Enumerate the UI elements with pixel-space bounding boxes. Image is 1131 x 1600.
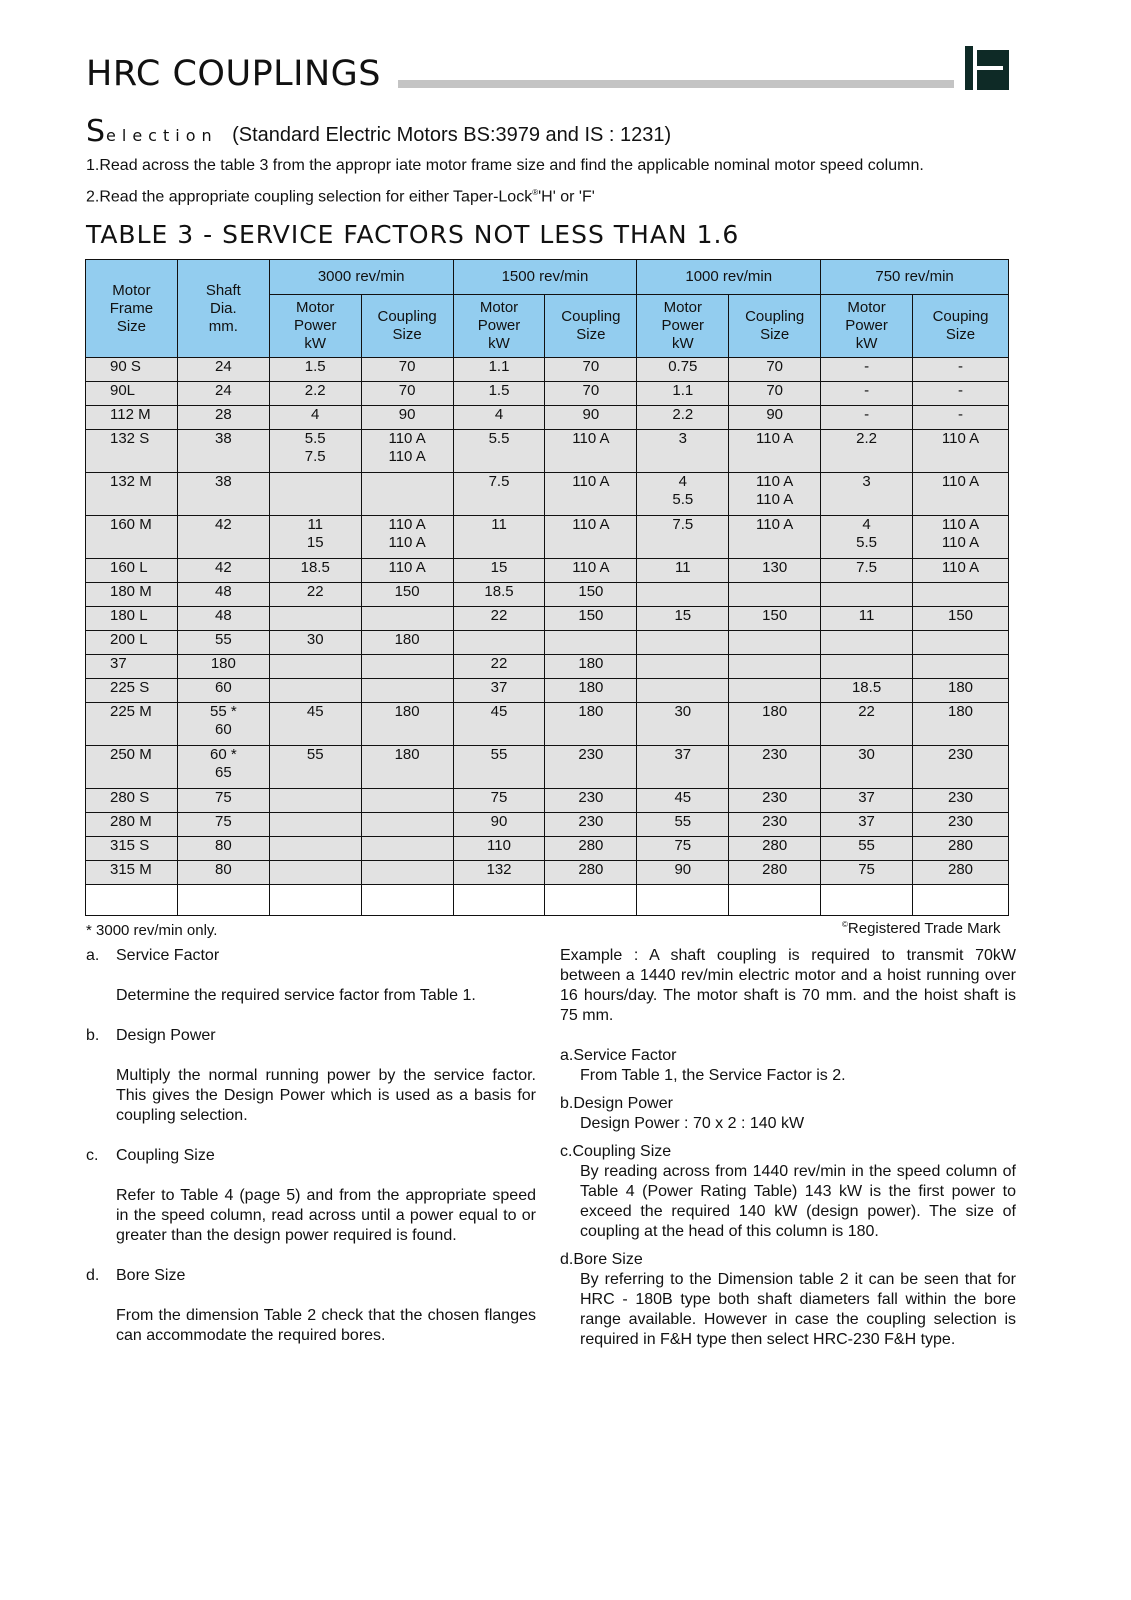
table-cell: 110 A [913, 430, 1009, 473]
table-title: TABLE 3 - SERVICE FACTORS NOT LESS THAN 1.6 [86, 220, 740, 249]
table-cell: 38 [177, 430, 269, 473]
header-speed-1000: 1000 rev/min [637, 260, 821, 295]
table-cell: 315 S [86, 837, 178, 861]
header-speed-750: 750 rev/min [821, 260, 1009, 295]
table-cell [361, 679, 453, 703]
table-cell [729, 655, 821, 679]
table-row [86, 430, 1009, 473]
table-cell: 30 [821, 746, 913, 789]
table-cell: 200 L [86, 631, 178, 655]
table-cell: 132 [453, 861, 545, 885]
table-cell: 132 M [86, 473, 178, 516]
example-step-item: b.Design Power Design Power : 70 x 2 : 140 kW [560, 1095, 805, 1132]
table-cell: 15 [453, 559, 545, 583]
selection-step-item: a. Service Factor Determine the required service factor from Table 1. [86, 947, 476, 1004]
table-cell [269, 655, 361, 679]
table-cell: 110 A [545, 559, 637, 583]
table-cell: 280 [729, 837, 821, 861]
step-2: 2.Read the appropriate coupling selection for either Taper-Lock®'H' or 'F' [86, 188, 595, 206]
step-1: 1.Read across the table 3 from the appropr iate motor frame size and find the applicable nominal motor speed column. [86, 157, 924, 174]
table-cell: 150 [913, 607, 1009, 631]
table-cell: 180 M [86, 583, 178, 607]
table-cell: 75 [177, 789, 269, 813]
table-cell: 110 A [913, 473, 1009, 516]
table-row [86, 861, 1009, 885]
table-cell: - [821, 382, 913, 406]
footnote: * 3000 rev/min only. [86, 922, 218, 939]
table-cell: 1.5 [269, 358, 361, 382]
table-cell: 75 [177, 813, 269, 837]
table-cell: 160 M [86, 516, 178, 559]
table-cell: 7.5 [821, 559, 913, 583]
table-cell [269, 813, 361, 837]
example-column [560, 946, 1016, 1350]
table-cell: 55 [177, 631, 269, 655]
table-cell: 130 [729, 559, 821, 583]
table-cell [637, 655, 729, 679]
selection-heading [86, 114, 671, 149]
header-shaft-dia: Shaft Dia. mm. [177, 260, 269, 358]
company-logo [965, 46, 1009, 90]
table-cell: 22 [269, 583, 361, 607]
table-cell: 90 S [86, 358, 178, 382]
table-cell: 180 [361, 703, 453, 746]
table-cell: 225 S [86, 679, 178, 703]
table-cell: 110 A 110 A [361, 516, 453, 559]
table-cell: - [913, 406, 1009, 430]
table-cell [729, 631, 821, 655]
table-cell: 4 [269, 406, 361, 430]
table-cell: 70 [361, 358, 453, 382]
table-cell: 150 [545, 607, 637, 631]
table-cell: 11 [453, 516, 545, 559]
table-cell: 180 [177, 655, 269, 679]
table-cell: 42 [177, 516, 269, 559]
trademark-note: ©Registered Trade Mark [842, 920, 1001, 937]
table-cell: 110 A 110 A [361, 430, 453, 473]
table-cell: 230 [545, 789, 637, 813]
table-cell: 180 [913, 679, 1009, 703]
table-empty-row [86, 885, 1009, 916]
table-cell [545, 631, 637, 655]
example-step-item: d.Bore Size By referring to the Dimension table 2 it can be seen that for HRC - 180B type both shaft diameters fall within the bore range available. However in case the coupling selection is required in F&H type then select HRC-230 F&H type. [560, 1251, 1016, 1348]
table-cell [361, 813, 453, 837]
table-cell: 150 [545, 583, 637, 607]
table-cell: 55 [637, 813, 729, 837]
table-cell: 150 [729, 607, 821, 631]
table-row [86, 607, 1009, 631]
table-cell: 80 [177, 837, 269, 861]
selection-word: Selection [86, 114, 218, 149]
table-cell [361, 607, 453, 631]
table-cell: 45 [637, 789, 729, 813]
table-cell: 280 M [86, 813, 178, 837]
table-cell: 55 [453, 746, 545, 789]
table-cell [361, 655, 453, 679]
selection-step-item: c. Coupling Size Refer to Table 4 (page 5) and from the appropriate speed in the speed column, read across until a power equal to or greater than the design power required is found. [86, 1147, 536, 1244]
table-row [86, 516, 1009, 559]
table-cell: 4 [453, 406, 545, 430]
table-row [86, 473, 1009, 516]
header-motor-power: Motor Power kW [269, 295, 361, 358]
table-cell: 42 [177, 559, 269, 583]
header-motor-power: Motor Power kW [637, 295, 729, 358]
table-cell: 1.5 [453, 382, 545, 406]
table-cell: 90 [361, 406, 453, 430]
table-cell: 180 [729, 703, 821, 746]
table-cell: 7.5 [453, 473, 545, 516]
table-cell: 230 [729, 746, 821, 789]
table-cell: 110 A 110 A [729, 473, 821, 516]
table-cell [269, 837, 361, 861]
table-cell: 315 M [86, 861, 178, 885]
table-cell: 110 A [545, 516, 637, 559]
table-cell [637, 679, 729, 703]
table-row [86, 746, 1009, 789]
table-cell: 230 [913, 746, 1009, 789]
table-cell: 110 A [361, 559, 453, 583]
table-cell: 2.2 [821, 430, 913, 473]
table-row [86, 655, 1009, 679]
table-cell: 70 [545, 382, 637, 406]
table-cell [269, 861, 361, 885]
header-coupling-size: Coupling Size [545, 295, 637, 358]
table-cell: 110 A [729, 516, 821, 559]
table-cell: 230 [545, 813, 637, 837]
table-cell [269, 607, 361, 631]
table-cell: 230 [913, 789, 1009, 813]
table-cell: 280 [545, 861, 637, 885]
table-cell: 90 [545, 406, 637, 430]
table-cell: 230 [729, 789, 821, 813]
table-cell: 75 [637, 837, 729, 861]
table-row [86, 679, 1009, 703]
table-row [86, 789, 1009, 813]
table-row [86, 559, 1009, 583]
table-cell: 90 [453, 813, 545, 837]
table-cell: 110 [453, 837, 545, 861]
table-cell: 75 [821, 861, 913, 885]
table-cell: 1.1 [637, 382, 729, 406]
table-cell: 48 [177, 583, 269, 607]
header-coupling-size: Couping Size [913, 295, 1009, 358]
table-cell [913, 631, 1009, 655]
table-cell: 28 [177, 406, 269, 430]
table-cell: 3 [821, 473, 913, 516]
table-cell [821, 583, 913, 607]
table-row [86, 358, 1009, 382]
table-cell: 225 M [86, 703, 178, 746]
table-cell: 90 [637, 861, 729, 885]
table-row [86, 813, 1009, 837]
table-cell: 180 [361, 631, 453, 655]
table-row [86, 382, 1009, 406]
table-cell: 30 [269, 631, 361, 655]
table-cell: 2.2 [637, 406, 729, 430]
header-frame-size: Motor Frame Size [86, 260, 178, 358]
table-row [86, 837, 1009, 861]
table-cell: 70 [729, 358, 821, 382]
table-cell: 180 L [86, 607, 178, 631]
table-cell: 18.5 [821, 679, 913, 703]
table-cell: 60 [177, 679, 269, 703]
table-cell: 15 [637, 607, 729, 631]
table-cell: 3 [637, 430, 729, 473]
table-cell: 110 A [729, 430, 821, 473]
table-cell: 180 [913, 703, 1009, 746]
table-cell: 5.5 7.5 [269, 430, 361, 473]
table-cell: 280 [545, 837, 637, 861]
header-speed-1500: 1500 rev/min [453, 260, 637, 295]
table-row [86, 406, 1009, 430]
table-cell: 160 L [86, 559, 178, 583]
table-cell: 150 [361, 583, 453, 607]
table-cell: 280 S [86, 789, 178, 813]
page-title: HRC COUPLINGS [86, 54, 382, 94]
table-cell [913, 655, 1009, 679]
table-cell: 0.75 [637, 358, 729, 382]
table-row [86, 703, 1009, 746]
table-cell: 24 [177, 382, 269, 406]
table-cell: 37 [86, 655, 178, 679]
table-cell [361, 837, 453, 861]
table-cell: 60 * 65 [177, 746, 269, 789]
table-cell: 55 [821, 837, 913, 861]
table-cell [361, 473, 453, 516]
table-cell: 70 [361, 382, 453, 406]
table-cell [821, 655, 913, 679]
table-row [86, 631, 1009, 655]
table-cell: 110 A [913, 559, 1009, 583]
table-cell: 37 [821, 789, 913, 813]
table-cell [269, 473, 361, 516]
service-factor-table [85, 259, 1009, 916]
table-cell: 90L [86, 382, 178, 406]
table-cell: 37 [453, 679, 545, 703]
table-cell: - [913, 358, 1009, 382]
table-cell: 4 5.5 [821, 516, 913, 559]
table-cell [361, 861, 453, 885]
table-cell: 230 [913, 813, 1009, 837]
table-cell: 70 [545, 358, 637, 382]
header-coupling-size: Coupling Size [729, 295, 821, 358]
table-cell: 18.5 [453, 583, 545, 607]
table-cell: 110 A 110 A [913, 516, 1009, 559]
table-cell: 180 [361, 746, 453, 789]
table-cell: 230 [545, 746, 637, 789]
table-cell: 180 [545, 679, 637, 703]
table-cell: 30 [637, 703, 729, 746]
table-cell [361, 789, 453, 813]
table-cell: 280 [913, 837, 1009, 861]
table-cell: 48 [177, 607, 269, 631]
table-cell: 70 [729, 382, 821, 406]
table-cell: 45 [269, 703, 361, 746]
table-cell: 55 [269, 746, 361, 789]
table-cell: 38 [177, 473, 269, 516]
table-cell: 280 [913, 861, 1009, 885]
table-cell: 1.1 [453, 358, 545, 382]
table-cell: 132 S [86, 430, 178, 473]
table-cell [821, 631, 913, 655]
table-cell: 2.2 [269, 382, 361, 406]
selection-step-item: b. Design Power Multiply the normal running power by the service factor. This gives the Design Power which is used as a basis for coupling selection. [86, 1027, 536, 1124]
table-cell: - [821, 358, 913, 382]
table-cell: 250 M [86, 746, 178, 789]
table-cell: 11 15 [269, 516, 361, 559]
example-step-item: a.Service Factor From Table 1, the Service Factor is 2. [560, 1047, 846, 1084]
table-cell: 22 [453, 655, 545, 679]
table-cell: 110 A [545, 473, 637, 516]
table-cell: 22 [453, 607, 545, 631]
table-cell: 45 [453, 703, 545, 746]
table-cell: 24 [177, 358, 269, 382]
table-cell: 5.5 [453, 430, 545, 473]
table-cell: 90 [729, 406, 821, 430]
selection-step-item: d. Bore Size From the dimension Table 2 check that the chosen flanges can accommodate the required bores. [86, 1267, 536, 1344]
example-step-item: c.Coupling Size By reading across from 1440 rev/min in the speed column of Table 4 (Power Rating Table) 143 kW is the first power to exceed the required 140 kW (design power). The size of coupling at the head of this column is 180. [560, 1143, 1016, 1240]
table-cell [269, 679, 361, 703]
table-cell: 280 [729, 861, 821, 885]
selection-steps-column [86, 946, 536, 1346]
table-cell: 55 * 60 [177, 703, 269, 746]
table-cell: 18.5 [269, 559, 361, 583]
table-cell: 112 M [86, 406, 178, 430]
table-cell: 110 A [545, 430, 637, 473]
table-cell: 37 [637, 746, 729, 789]
table-cell: 11 [821, 607, 913, 631]
example-intro: Example : A shaft coupling is required to transmit 70kW between a 1440 rev/min electric motor and a hoist running over 16 hours/day. The motor shaft is 70 mm. and the hoist shaft is 75 mm. [560, 947, 1016, 1024]
table-cell: 180 [545, 703, 637, 746]
table-cell [913, 583, 1009, 607]
table-cell: - [821, 406, 913, 430]
table-cell: 4 5.5 [637, 473, 729, 516]
table-cell [729, 583, 821, 607]
header-motor-power: Motor Power kW [821, 295, 913, 358]
header-speed-3000: 3000 rev/min [269, 260, 453, 295]
table-cell [453, 631, 545, 655]
table-cell: 22 [821, 703, 913, 746]
table-cell: 75 [453, 789, 545, 813]
table-cell [729, 679, 821, 703]
table-cell: - [913, 382, 1009, 406]
table-cell: 11 [637, 559, 729, 583]
table-cell [269, 789, 361, 813]
table-cell [637, 631, 729, 655]
table-cell: 230 [729, 813, 821, 837]
header-coupling-size: Coupling Size [361, 295, 453, 358]
selection-subtitle: (Standard Electric Motors BS:3979 and IS : 1231) [232, 124, 672, 146]
title-rule [398, 80, 954, 88]
table-row [86, 583, 1009, 607]
header-motor-power: Motor Power kW [453, 295, 545, 358]
table-cell: 7.5 [637, 516, 729, 559]
table-cell: 180 [545, 655, 637, 679]
table-cell [637, 583, 729, 607]
table-cell: 80 [177, 861, 269, 885]
table-cell: 37 [821, 813, 913, 837]
